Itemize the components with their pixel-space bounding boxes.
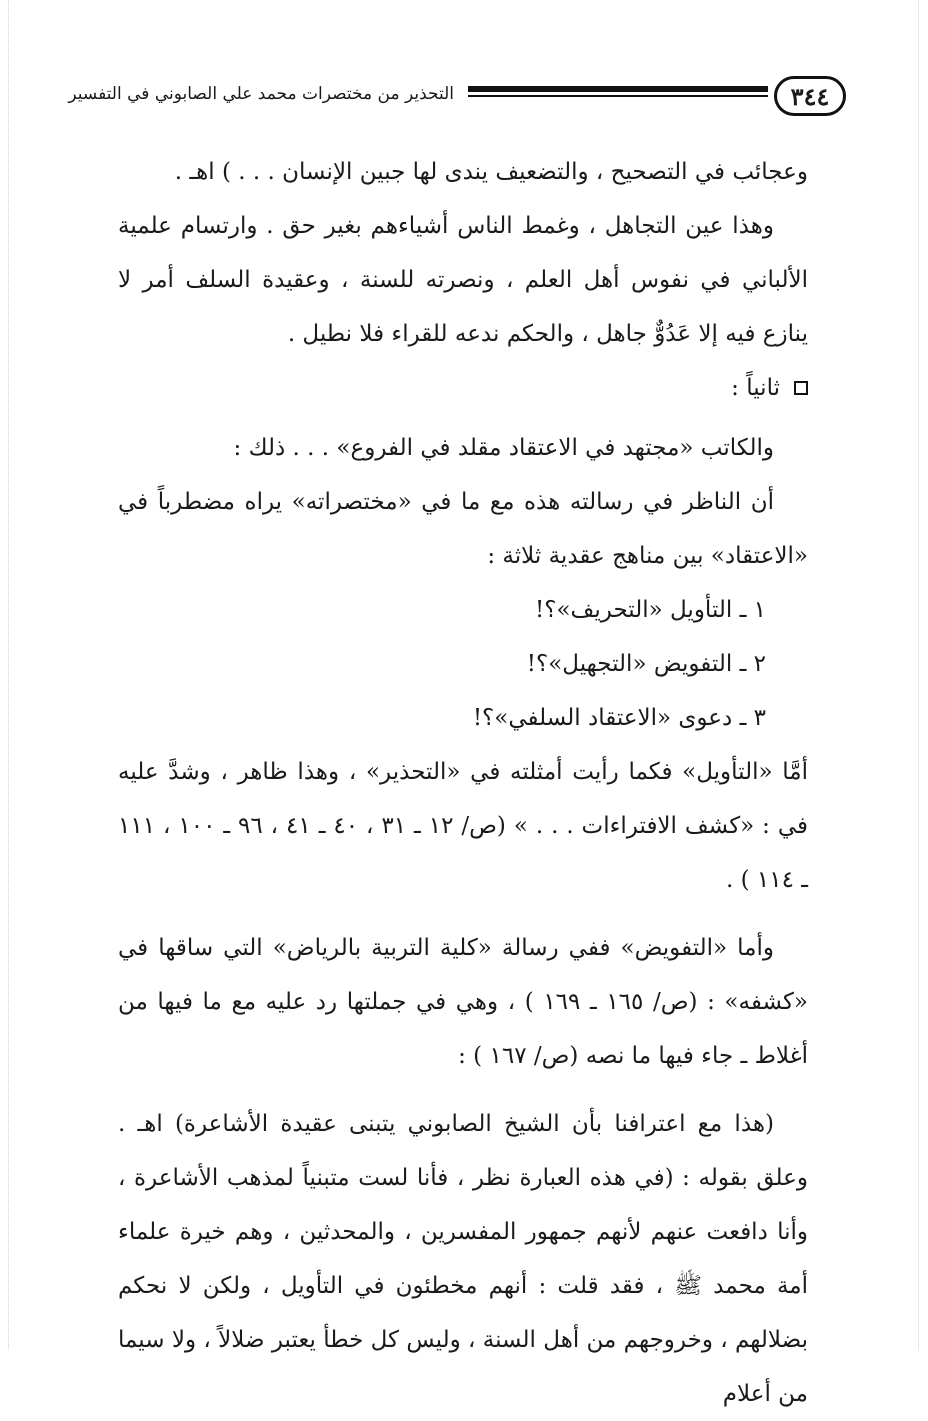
paragraph-4: أن الناظر في رسالته هذه مع ما في «مختصراته» يراه مضطرباً في «الاعتقاد» بين مناهج عقدية ثلاثة : <box>118 489 808 569</box>
paragraph-7: (هذا مع اعترافنا بأن الشيخ الصابوني يتبنى عقيدة الأشاعرة) اهـ . وعلق بقوله : (في هذه العبارة نظر ، فأنا لست متبنياً لمذهب الأشاعرة ، وأنا دافعت عنهم لأنهم جمهور المفسرين ، والمحدثين ، وهم خيرة علماء أمة محمد ﷺ ، فقد قلت : أنهم مخطئون في التأويل ، ولكن لا نحكم بضلالهم ، وخروجهم من أهل السنة ، وليس كل خطأ يعتبر ضلالاً ، ولا سيما من أعلام <box>118 1111 808 1407</box>
paragraph-6: وأما «التفويض» ففي رسالة «كلية التربية بالرياض» التي ساقها في «كشفه» : (ص/ ١٦٥ ـ ١٦٩ ) ، وهي في جملتها رد عليه مع ما فيها من أغلاط ـ جاء فيها ما نصه (ص/ ١٦٧ ) : <box>118 935 808 1069</box>
page-number: ٣٤٤ <box>774 76 846 116</box>
paragraph-3: والكاتب «مجتهد في الاعتقاد مقلد في الفروع» . . . ذلك : <box>233 435 774 461</box>
page-body <box>118 145 808 1421</box>
running-title: التحذير من مختصرات محمد علي الصابوني في التفسير <box>68 84 454 104</box>
list-item-3: ٣ ـ دعوى «الاعتقاد السلفي»؟! <box>472 705 766 731</box>
page-header <box>68 72 846 132</box>
header-rule-thin <box>468 95 768 97</box>
paragraph-5: أمَّا «التأويل» فكما رأيت أمثلته في «التحذير» ، وهذا ظاهر ، وشدَّ عليه في : «كشف الافتراءات . . . » (ص/ ١٢ ـ ٣١ ، ٤٠ ـ ٤١ ، ٩٦ ـ ١٠٠ ، ١١١ ـ ١١٤ ) . <box>118 759 808 893</box>
section-heading <box>118 361 808 415</box>
list-item-1: ١ ـ التأويل «التحريف»؟! <box>535 597 766 623</box>
header-rule <box>468 86 768 106</box>
header-rule-thick <box>468 86 768 92</box>
list-item-2: ٢ ـ التفويض «التجهيل»؟! <box>526 651 766 677</box>
scan-edge-left <box>8 0 9 1349</box>
paragraph-1: وعجائب في التصحيح ، والتضعيف يندى لها جبين الإنسان . . . ) اهـ . <box>174 159 808 185</box>
paragraph-2: وهذا عين التجاهل ، وغمط الناس أشياءهم بغير حق . وارتسام علمية الألباني في نفوس أهل العلم ، ونصرته للسنة ، وعقيدة السلف أمر لا ينازع فيه إلا عَدُوٌّ جاهل ، والحكم ندعه للقراء فلا نطيل . <box>118 213 808 347</box>
scan-edge-right <box>918 0 919 1349</box>
section-label: ثانياً : <box>731 375 780 401</box>
square-bullet-icon <box>794 381 808 395</box>
